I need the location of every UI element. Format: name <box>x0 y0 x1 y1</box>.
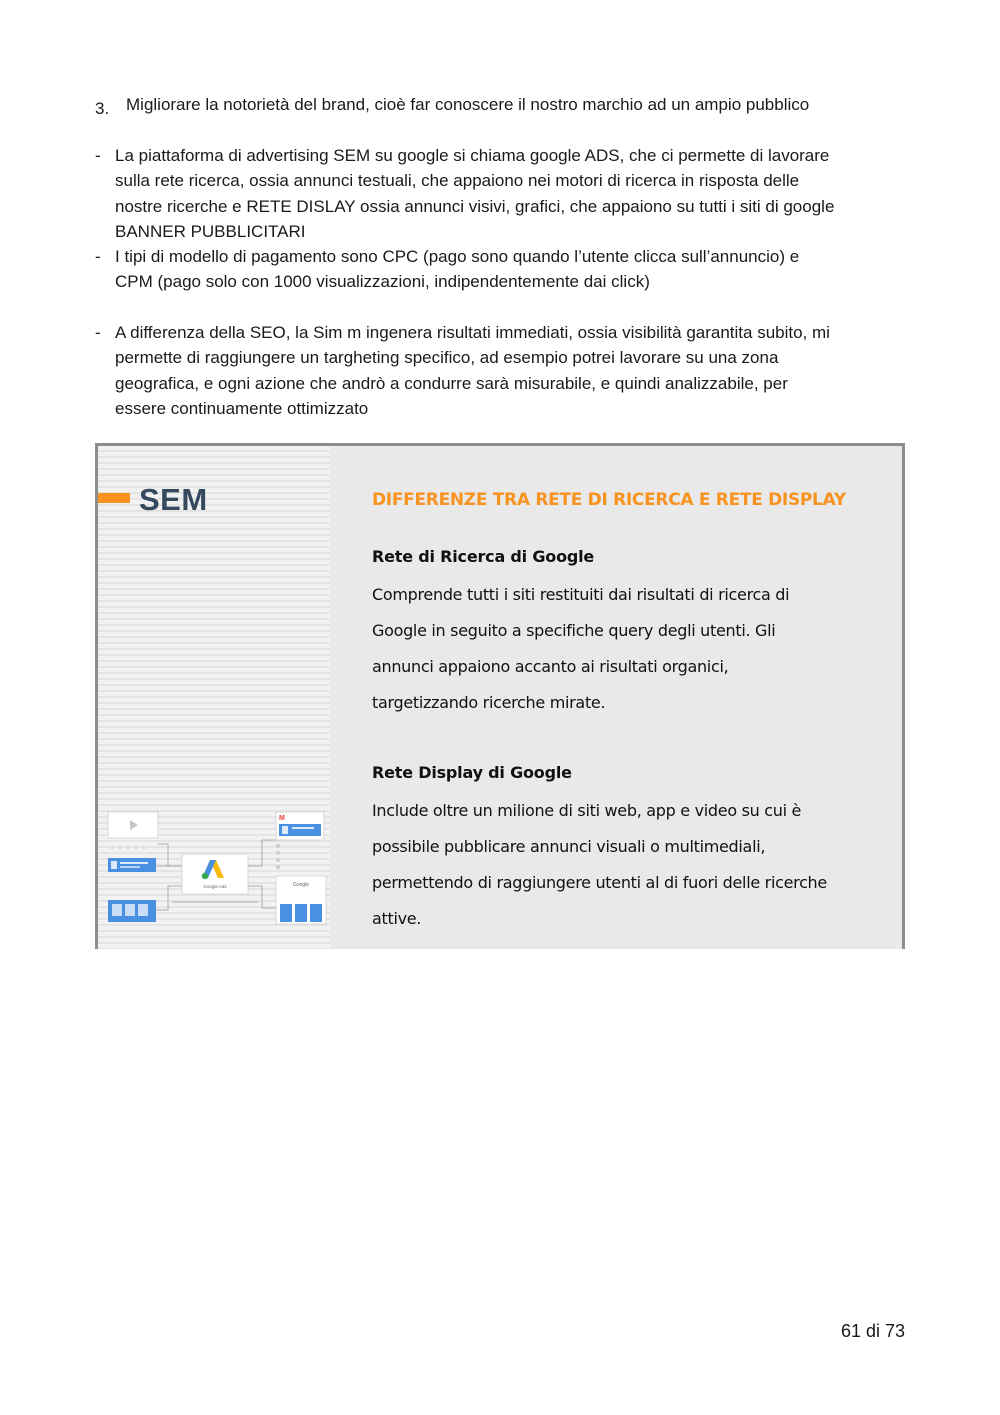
section-text-display-network <box>372 793 852 937</box>
bullet-item-seo-difference <box>95 320 910 421</box>
list-item-text: Migliorare la notorietà del brand, cioè far conoscere il nostro marchio ad un ampio pubblico <box>126 95 810 114</box>
bullet-text <box>115 320 910 421</box>
google-ads-network-diagram <box>98 796 330 936</box>
gmail-icon: M <box>279 815 285 822</box>
google-ads-label: Google Ads <box>203 884 227 889</box>
dots-column <box>276 844 280 869</box>
text-line: geografica, e ogni azione che andrò a condurre sarà misurabile, e quindi analizzabile, per <box>115 373 788 393</box>
text-line: Comprende tutti i siti restituiti dai risultati di ricerca di <box>372 585 790 604</box>
text-line: nostre ricerche e RETE DISLAY ossia annunci visivi, grafici, che appaiono su tutti i siti di google <box>115 196 835 216</box>
bullet-item-payment-models <box>95 244 910 295</box>
google-label: Google <box>292 882 310 888</box>
text-line: Include oltre un milione di siti web, app e video su cui è <box>372 801 802 820</box>
slide-left-title: SEM <box>139 482 208 517</box>
slide-right-panel <box>330 446 902 949</box>
text-line: CPM (pago solo con 1000 visualizzazioni, indipendentemente dai click) <box>115 272 650 292</box>
text-line: BANNER PUBBLICITARI <box>115 221 306 241</box>
bullet-dash: - <box>95 323 101 342</box>
section-title-search-network: Rete di Ricerca di Google <box>372 547 595 566</box>
text-line: Google in seguito a specifiche query degli utenti. Gli <box>372 621 776 640</box>
section-text-search-network <box>372 577 852 721</box>
slide-heading: DIFFERENZE TRA RETE DI RICERCA E RETE DISPLAY <box>372 490 846 510</box>
text-line: targetizzando ricerche mirate. <box>372 693 606 712</box>
text-line: sulla rete ricerca, ossia annunci testuali, che appaiono nei motori di ricerca in risposta delle <box>115 171 800 191</box>
text-line: essere continuamente ottimizzato <box>115 398 369 418</box>
text-line: annunci appaiono accanto ai risultati organici, <box>372 657 729 676</box>
text-line: La piattaforma di advertising SEM su google si chiama google ADS, che ci permette di lavorare <box>115 146 830 165</box>
text-line: possibile pubblicare annunci visuali o multimediali, <box>372 837 766 856</box>
dots-row <box>111 847 145 849</box>
bullet-text <box>115 244 910 295</box>
bullet-dash: - <box>95 247 101 266</box>
bullet-dash: - <box>95 146 101 165</box>
list-number: 3. <box>95 99 110 118</box>
orange-accent-bar <box>98 493 130 503</box>
text-line: permettendo di raggiungere utenti al di fuori delle ricerche <box>372 873 827 892</box>
text-line: A differenza della SEO, la Sim m ingenera risultati immediati, ossia visibilità garantita subito, mi <box>115 323 830 342</box>
slide-left-panel <box>98 446 330 949</box>
text-line: I tipi di modello di pagamento sono CPC (pago sono quando l’utente clicca sull’annuncio) e <box>115 247 800 266</box>
text-line: permette di raggiungere un targheting specifico, ad esempio potrei lavorare su una zona <box>115 348 779 368</box>
page-number: 61 di 73 <box>840 1321 905 1341</box>
text-line: attive. <box>372 909 422 928</box>
bullet-text <box>115 143 910 244</box>
slide-image <box>95 443 905 949</box>
bullet-item-ads-platform <box>95 143 910 244</box>
section-title-display-network: Rete Display di Google <box>372 763 572 782</box>
